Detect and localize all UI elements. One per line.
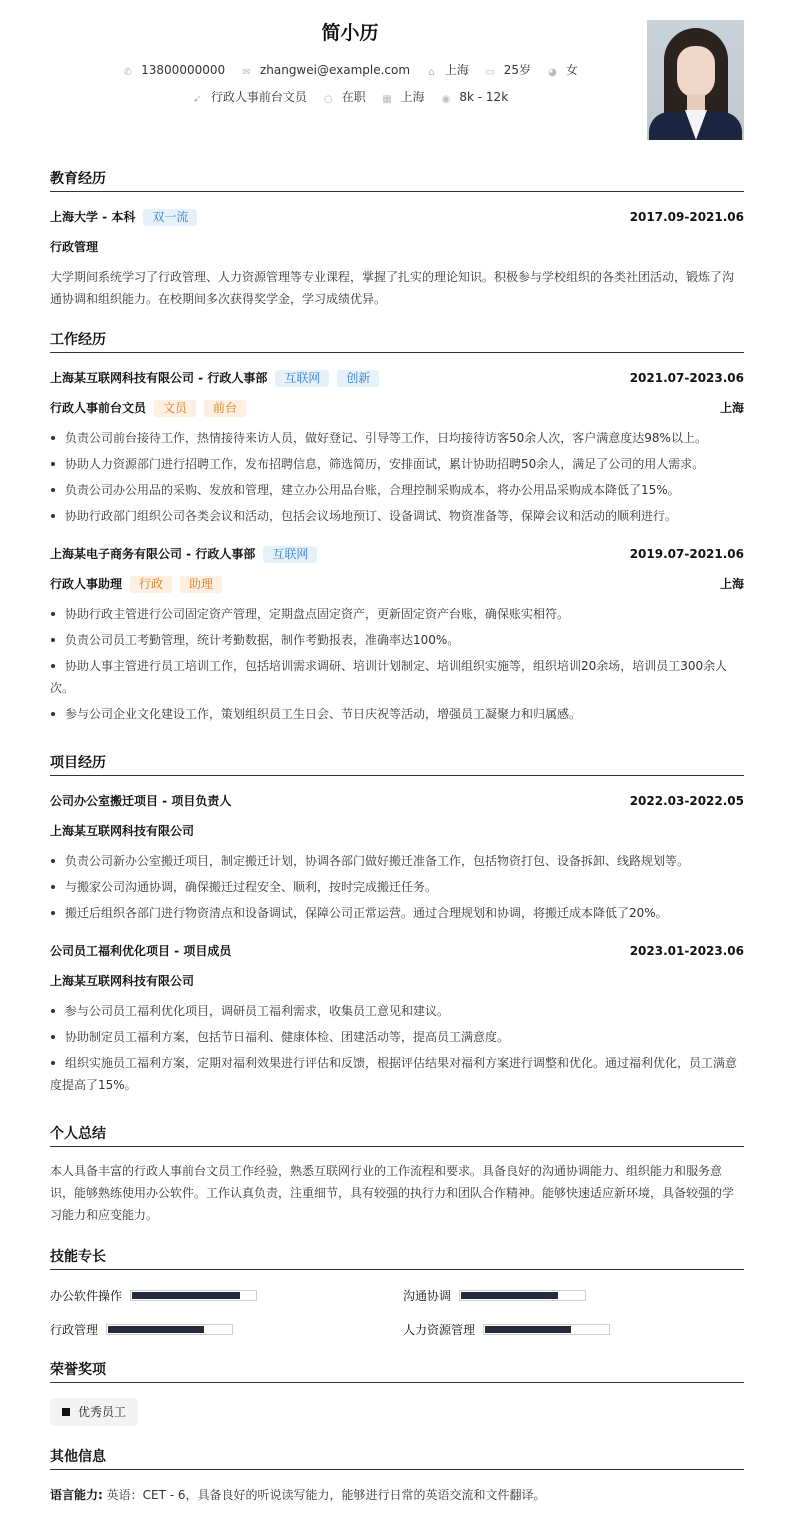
list-item: 负责公司新办公室搬迁项目，制定搬迁计划，协调各部门做好搬迁准备工作，包括物资打包、设备拆卸、线路规划等。 [50, 850, 744, 872]
expected-salary: ◉ 8k - 12k [441, 90, 509, 105]
skill-bar-fill [461, 1292, 558, 1299]
skill-name: 行政管理 [50, 1322, 99, 1337]
company-name: 上海某电子商务有限公司 - 行政人事部 [50, 547, 256, 561]
building-icon: ▦ [382, 94, 392, 105]
skill-item [50, 1287, 257, 1304]
work-location: 上海 [719, 401, 744, 415]
list-item: 协助人事主管进行员工培训工作，包括培训需求调研、培训计划制定、培训组织实施等，组织培训20余场，培训员工300余人次。 [50, 655, 744, 699]
target-city: ▦ 上海 [382, 90, 425, 105]
work-period: 2019.07-2021.06 [629, 547, 744, 561]
gender-icon: ◕ [547, 67, 557, 78]
summary-text: 本人具备丰富的行政人事前台文员工作经验，熟悉互联网行业的工作流程和要求。具备良好的沟通协调能力、组织能力和服务意识，能够熟练使用办公软件。工作认真负责，注重细节，具有较强的执行力和团队合作精神。能够快速适应新环境，具备较强的学习能力和应变能力。 [50, 1164, 735, 1222]
contact-email: ✉ zhangwei@example.com [242, 63, 411, 78]
contact-city: ⌂ 上海 [426, 61, 469, 78]
project-period: 2023.01-2023.06 [629, 944, 744, 958]
target-position: ➹ 行政人事前台文员 [193, 90, 307, 105]
education-period: 2017.09-2021.06 [629, 210, 744, 224]
projects-section [50, 754, 744, 776]
section-title: 荣誉奖项 [50, 1361, 744, 1383]
position-tag: 助理 [180, 576, 222, 593]
skill-item [403, 1321, 610, 1338]
list-item: 与搬家公司沟通协调，确保搬迁过程安全、顺利，按时完成搬迁任务。 [50, 876, 744, 898]
company-tag: 互联网 [275, 370, 329, 387]
section-title: 工作经历 [50, 331, 744, 353]
salary-icon: ◉ [441, 94, 451, 105]
skill-item [403, 1287, 586, 1304]
list-item: 组织实施员工福利方案，定期对福利效果进行评估和反馈，根据评估结果对福利方案进行调整和优化。通过福利优化，员工满意度提高了15%。 [50, 1052, 744, 1096]
section-title: 其他信息 [50, 1448, 744, 1470]
position-tag: 文员 [154, 400, 196, 417]
project-bullets [50, 1000, 744, 1100]
work-bullets [50, 603, 744, 729]
list-item: 协助制定员工福利方案，包括节日福利、健康体检、团建活动等，提高员工满意度。 [50, 1026, 744, 1048]
list-item: 协助人力资源部门进行招聘工作，发布招聘信息，筛选简历，安排面试，累计协助招聘50余人，满足了公司的用人需求。 [50, 453, 744, 475]
skill-name: 办公软件操作 [50, 1288, 123, 1303]
list-item: 参与公司员工福利优化项目，调研员工福利需求，收集员工意见和建议。 [50, 1000, 744, 1022]
resume-page [50, 0, 744, 1502]
position-tag: 行政 [130, 576, 172, 593]
skill-name: 人力资源管理 [403, 1322, 476, 1337]
language-info [50, 1484, 744, 1506]
list-item: 负责公司前台接待工作，热情接待来访人员，做好登记、引导等工作，日均接待访客50余人次，客户满意度达98%以上。 [50, 427, 744, 449]
list-item: 搬迁后组织各部门进行物资清点和设备调试，保障公司正常运营。通过合理规划和协调，将搬迁成本降低了20%。 [50, 902, 744, 924]
phone-icon: ✆ [123, 67, 132, 78]
square-bullet-icon [62, 1408, 70, 1416]
company-name: 上海某互联网科技有限公司 - 行政人事部 [50, 371, 268, 385]
section-title: 个人总结 [50, 1125, 744, 1147]
list-item: 协助行政部门组织公司各类会议和活动，包括会议场地预订、设备调试、物资准备等，保障会议和活动的顺利进行。 [50, 505, 744, 527]
project-name: 公司办公室搬迁项目 - 项目负责人 [50, 794, 232, 808]
profile-photo [647, 20, 744, 140]
list-item: 协助行政主管进行公司固定资产管理，定期盘点固定资产，更新固定资产台账，确保账实相符。 [50, 603, 744, 625]
list-item: 负责公司办公用品的采购、发放和管理，建立办公用品台账，合理控制采购成本，将办公用品采购成本降低了15%。 [50, 479, 744, 501]
skill-bar-fill [485, 1326, 571, 1333]
skill-bar [130, 1290, 257, 1301]
status-icon: ○ [323, 94, 333, 105]
language-label: 语言能力: [50, 1488, 103, 1502]
school-tag: 双一流 [143, 209, 197, 226]
language-text: 英语：CET - 6，具备良好的听说读写能力，能够进行日常的英语交流和文件翻译。 [106, 1488, 546, 1502]
awards-section [50, 1361, 744, 1383]
education-description: 大学期间系统学习了行政管理、人力资源管理等专业课程，掌握了扎实的理论知识。积极参与学校组织的各类社团活动，锻炼了沟通协调和组织能力。在校期间多次获得奖学金，学习成绩优异。 [50, 270, 735, 306]
skills-section [50, 1248, 744, 1270]
project-name: 公司员工福利优化项目 - 项目成员 [50, 944, 232, 958]
work-section [50, 331, 744, 353]
skill-bar [459, 1290, 586, 1301]
education-section [50, 170, 744, 192]
company-tag: 创新 [337, 370, 379, 387]
skill-bar-fill [108, 1326, 204, 1333]
school-name: 上海大学 - 本科 [50, 210, 136, 224]
work-location: 上海 [719, 577, 744, 591]
other-section [50, 1448, 744, 1470]
contact-phone: ✆ 13800000000 [123, 63, 226, 78]
project-company: 上海某互联网科技有限公司 [50, 824, 195, 838]
contact-row-1 [50, 61, 650, 78]
skill-bar [106, 1324, 233, 1335]
education-major: 行政管理 [50, 240, 99, 254]
list-item: 负责公司员工考勤管理，统计考勤数据，制作考勤报表，准确率达100%。 [50, 629, 744, 651]
list-item: 参与公司企业文化建设工作，策划组织员工生日会、节日庆祝等活动，增强员工凝聚力和归属感。 [50, 703, 744, 725]
contact-age: ▭ 25岁 [485, 63, 532, 78]
section-title: 教育经历 [50, 170, 744, 192]
skill-bar-fill [132, 1292, 240, 1299]
work-bullets [50, 427, 744, 531]
work-period: 2021.07-2023.06 [629, 371, 744, 385]
job-status: ○ 在职 [323, 90, 366, 105]
skill-name: 沟通协调 [403, 1288, 452, 1303]
position-name: 行政人事前台文员 [50, 401, 147, 415]
project-bullets [50, 850, 744, 928]
position-tag: 前台 [204, 400, 246, 417]
summary-section [50, 1125, 744, 1147]
position-name: 行政人事助理 [50, 577, 123, 591]
project-period: 2022.03-2022.05 [629, 794, 744, 808]
section-title: 技能专长 [50, 1248, 744, 1270]
mail-icon: ✉ [242, 67, 251, 78]
cake-icon: ▭ [485, 67, 495, 78]
section-title: 项目经历 [50, 754, 744, 776]
project-company: 上海某互联网科技有限公司 [50, 974, 195, 988]
skill-bar [483, 1324, 610, 1335]
award-badge [50, 1398, 138, 1426]
send-icon: ➹ [193, 94, 202, 105]
candidate-name: 简小历 [321, 22, 379, 44]
contact-gender: ◕ 女 [547, 63, 578, 78]
skill-item [50, 1321, 233, 1338]
award-name: 优秀员工 [78, 1405, 127, 1419]
home-icon: ⌂ [428, 67, 435, 78]
contact-row-2 [50, 88, 650, 105]
company-tag: 互联网 [263, 546, 317, 563]
resume-header [50, 0, 744, 160]
